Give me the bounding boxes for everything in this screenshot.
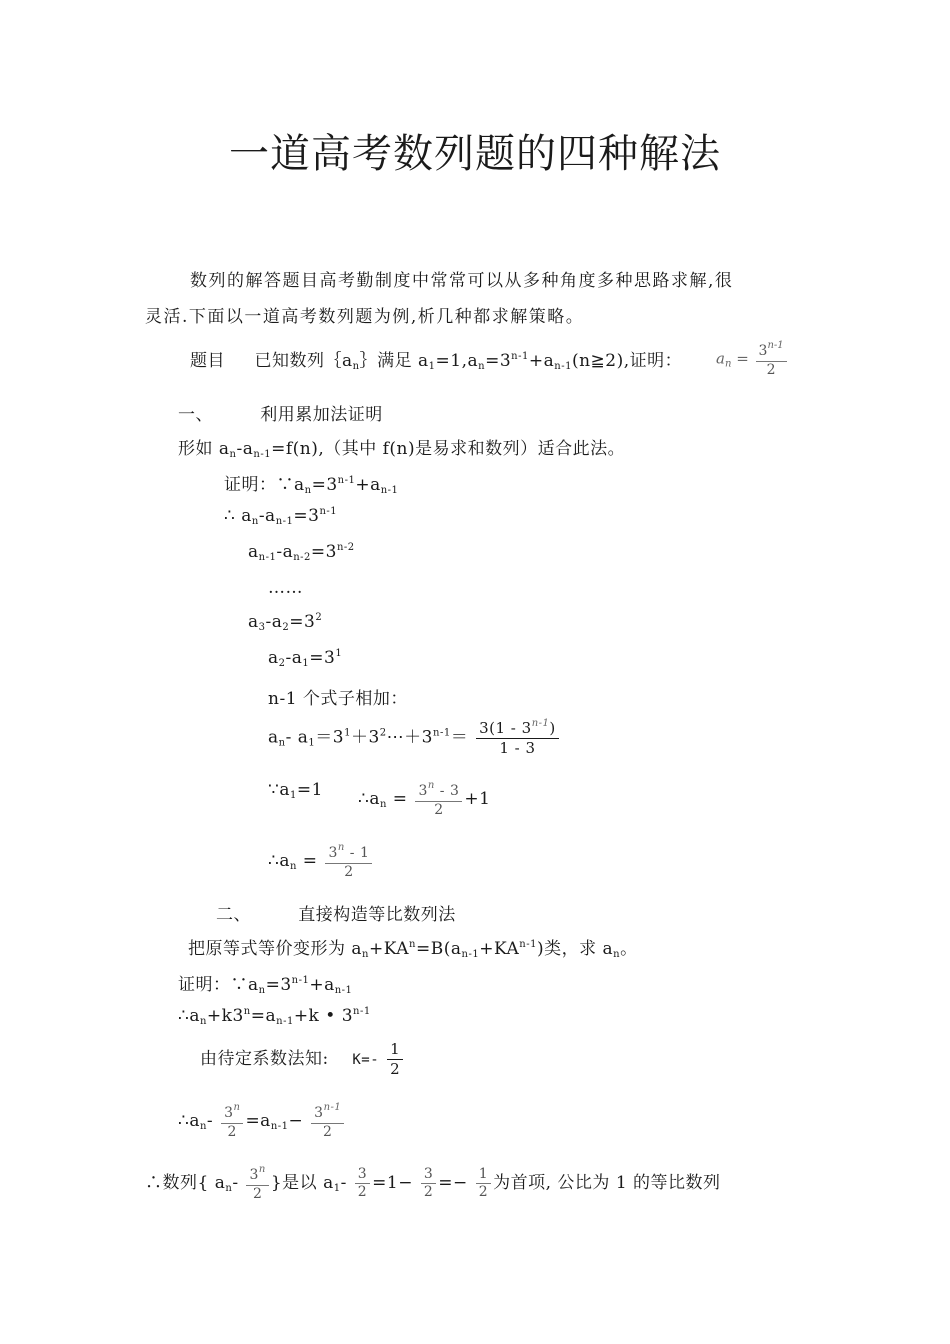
text-fragment: - (232, 1173, 239, 1193)
text-fragment: =3 (265, 975, 292, 995)
superscript: n-1 (519, 939, 537, 950)
text-fragment: ＝3 (315, 727, 345, 748)
superscript: n-1 (767, 340, 784, 351)
text-fragment: 直接构造等比数列法 (298, 905, 456, 925)
text-fragment: 2 (423, 1184, 434, 1200)
superscript: n-2 (336, 542, 355, 553)
text-fragment: 3 (224, 1105, 234, 1121)
section-1-step-2 (248, 542, 355, 563)
text-fragment: =3 (310, 542, 337, 562)
section-2-coefficient (200, 1040, 405, 1079)
text-fragment: a (716, 349, 725, 368)
text-fragment: 形如 a (178, 439, 230, 459)
text-fragment: =3 (485, 351, 512, 371)
text-fragment: 3(1 - 3 (479, 719, 532, 737)
page-title: 一道高考数列题的四种解法 (229, 131, 721, 177)
text-fragment: - a (285, 727, 309, 748)
subscript: 1 (308, 737, 316, 749)
subscript: n (229, 449, 237, 460)
text-fragment: ∴数列{ a (145, 1173, 226, 1193)
text-fragment: -a (236, 439, 254, 459)
superscript: n-1 (291, 975, 310, 986)
text-fragment: a (248, 542, 259, 562)
subscript: n (304, 485, 312, 496)
text-fragment: - 3 (434, 783, 460, 799)
superscript: n-1 (337, 475, 356, 486)
subscript: n-1 (258, 552, 277, 563)
section-2-heading (216, 900, 456, 925)
text-fragment (221, 1102, 243, 1124)
text-fragment: - (340, 1173, 347, 1193)
section-2-description (188, 934, 638, 960)
text-fragment: = (736, 349, 749, 368)
section-1-heading (178, 400, 383, 425)
text-fragment: =a (245, 1111, 271, 1131)
subscript: n (724, 358, 732, 370)
section-1-step-3 (248, 612, 322, 633)
subscript: n-1 (275, 516, 294, 527)
text-fragment: ⋯＋3 (386, 727, 433, 748)
problem-target-formula (716, 340, 789, 379)
section-1-sum-text: n-1 个式子相加： (268, 689, 408, 709)
fraction (246, 1164, 268, 1203)
superscript: n-1 (323, 1102, 342, 1113)
text-fragment: =f(n),（其中 f(n)是易求和数列）适合此法。 (271, 439, 626, 459)
text-fragment (325, 842, 372, 864)
subscript: n-1 (276, 1016, 294, 1027)
text-fragment: -a (265, 612, 283, 632)
text-fragment: )类，求 a (536, 939, 614, 959)
text-fragment: =3 (311, 475, 338, 495)
superscript: n (233, 1102, 241, 1113)
text-fragment (476, 718, 559, 739)
text-fragment: 证明：∵a (224, 475, 305, 495)
text-fragment: - (206, 1111, 214, 1131)
section-2-relation (178, 1102, 346, 1141)
section-2-transform (178, 1006, 371, 1027)
subscript: n (199, 1121, 207, 1132)
text-fragment: +KA (479, 939, 520, 959)
subscript: n-1 (380, 485, 399, 496)
fraction (221, 1102, 243, 1141)
subscript: n (379, 799, 387, 810)
text-fragment: K=- (352, 1051, 380, 1068)
text-fragment: +a (355, 475, 381, 495)
fraction (325, 842, 372, 881)
text-fragment: = (296, 851, 318, 871)
subscript: n (251, 516, 259, 527)
text-fragment: 2 (252, 1185, 263, 1202)
subscript: n (362, 949, 369, 960)
text-fragment: (n≧2),证明： (571, 351, 683, 371)
subscript: n (613, 949, 621, 960)
subscript: n (278, 737, 286, 749)
text-fragment: =3 (309, 648, 336, 668)
text-fragment: +KA (369, 939, 410, 959)
text-fragment: 3 (758, 343, 768, 359)
text-fragment: 2 (344, 863, 354, 880)
section-1-final-result (268, 842, 374, 881)
section-2-proof-given (178, 970, 352, 996)
text-fragment: - 1 (344, 845, 370, 861)
text-fragment: 2 (478, 1184, 489, 1200)
superscript: 1 (344, 727, 351, 739)
problem-label: 题目 (190, 351, 225, 371)
text-fragment: 利用累加法证明 (260, 405, 383, 425)
superscript: n (243, 1006, 251, 1017)
text-fragment: 2 (323, 1123, 333, 1140)
text-fragment: 2 (434, 801, 444, 818)
section-1-ellipsis: …… (268, 578, 303, 598)
text-fragment: =B(a (416, 939, 462, 959)
section-1-intermediate-result (358, 780, 490, 819)
text-fragment: =3 (293, 506, 320, 526)
intro-line-2: 灵活.下面以一道高考数列题为例,析几种都求解策略。 (145, 307, 585, 327)
text-fragment: -a (258, 506, 276, 526)
text-fragment: 1 (387, 1040, 403, 1060)
text-fragment: 为首项, 公比为 1 的等比数列 (493, 1173, 721, 1193)
text-fragment: ∴a (178, 1006, 200, 1026)
text-fragment: 2 (766, 361, 776, 378)
text-fragment: 2 (390, 1059, 401, 1078)
subscript: n-1 (334, 985, 353, 996)
text-fragment (246, 1164, 268, 1186)
subscript: n-1 (554, 361, 572, 372)
text-fragment: a (268, 727, 279, 748)
subscript: 2 (282, 622, 290, 633)
section-1-step-4 (268, 648, 342, 669)
subscript: 1 (333, 1183, 341, 1194)
text-fragment: +k • 3 (293, 1006, 354, 1026)
subscript: n (352, 361, 360, 372)
text-fragment: ) (549, 719, 556, 737)
text-fragment: ＋3 (350, 727, 380, 748)
text-fragment: 把原等式等价变形为 a (188, 939, 363, 959)
text-fragment: +a (309, 975, 335, 995)
text-fragment: 已知数列｛a (254, 351, 353, 371)
text-fragment: =3 (289, 612, 316, 632)
superscript: 1 (335, 648, 343, 659)
text-fragment: ∵a (268, 780, 290, 800)
text-fragment: +a (528, 351, 555, 371)
subscript: n (289, 861, 297, 872)
subscript: 1 (302, 658, 310, 669)
text-fragment: ∴a (358, 789, 380, 809)
text-fragment: 。 (620, 939, 638, 959)
text-fragment: 2 (227, 1123, 237, 1140)
text-fragment: }是以 a (270, 1173, 334, 1193)
text-fragment: ∴a (178, 1111, 200, 1131)
subscript: n (478, 361, 486, 372)
text-fragment: =a (250, 1006, 277, 1026)
text-fragment: =1− (372, 1173, 413, 1193)
text-fragment: ｝满足 a (359, 351, 429, 371)
text-fragment: ∴ a (224, 506, 252, 526)
section-1-sum-formula (268, 718, 561, 758)
subscript: 1 (428, 361, 436, 372)
text-fragment: 2 (357, 1184, 368, 1200)
text-fragment: =1,a (435, 351, 479, 371)
text-fragment: 1 (476, 1166, 491, 1185)
text-fragment: 3 (418, 783, 428, 799)
text-fragment: 3 (328, 845, 338, 861)
subscript: n-1 (253, 449, 272, 460)
subscript: n-1 (461, 949, 480, 960)
subscript: n (225, 1183, 233, 1194)
fraction (355, 1166, 370, 1202)
text-fragment: -a (276, 542, 294, 562)
text-fragment: ＝ (450, 727, 469, 748)
text-fragment: 3 (355, 1166, 370, 1185)
section-1-description (178, 434, 625, 460)
text-fragment: 3 (249, 1167, 259, 1183)
subscript: 2 (278, 658, 286, 669)
text-fragment: +1 (464, 789, 491, 809)
fraction (476, 1166, 491, 1202)
superscript: n-1 (531, 718, 550, 729)
superscript: n (427, 780, 435, 791)
superscript: n-1 (433, 727, 451, 739)
text-fragment: 二、 (216, 905, 251, 925)
text-fragment: 3 (421, 1166, 436, 1185)
fraction (476, 718, 559, 758)
text-fragment: 证明：∵a (178, 975, 259, 995)
section-1-step-1 (224, 506, 337, 527)
subscript: 3 (258, 622, 266, 633)
section-1-given-a1 (268, 780, 323, 801)
text-fragment: =1 (296, 780, 323, 800)
text-fragment: a (268, 648, 279, 668)
superscript: n-1 (511, 351, 529, 362)
text-fragment: 1 - 3 (499, 738, 536, 757)
text-fragment: 一、 (178, 405, 213, 425)
problem-statement (190, 346, 682, 372)
text-fragment: − (288, 1111, 304, 1131)
superscript: n (337, 842, 345, 853)
text-fragment: a (248, 612, 259, 632)
fraction (415, 780, 462, 819)
superscript: 2 (379, 727, 387, 739)
subscript: 1 (289, 790, 297, 801)
text-fragment (756, 340, 787, 362)
subscript: n-1 (270, 1121, 289, 1132)
fraction (756, 340, 787, 379)
fraction (311, 1102, 344, 1141)
subscript: n (199, 1016, 207, 1027)
text-fragment: = (386, 789, 408, 809)
text-fragment: 3 (314, 1105, 324, 1121)
fraction (421, 1166, 436, 1202)
text-fragment: 由待定系数法知: (200, 1048, 329, 1069)
text-fragment (415, 780, 462, 802)
text-fragment: +k3 (206, 1006, 244, 1026)
superscript: 2 (315, 612, 323, 623)
text-fragment: =− (438, 1173, 468, 1193)
subscript: n (258, 985, 266, 996)
superscript: n-1 (319, 506, 338, 517)
section-2-conclusion (145, 1164, 721, 1203)
intro-line-1: 数列的解答题目高考勤制度中常常可以从多种角度多种思路求解,很 (190, 271, 734, 291)
fraction (387, 1040, 403, 1079)
superscript: n (409, 939, 416, 950)
subscript: n-2 (293, 552, 311, 563)
superscript: n-1 (353, 1006, 371, 1017)
section-1-proof-given (224, 470, 398, 496)
superscript: n (258, 1164, 266, 1175)
text-fragment: ∴a (268, 851, 290, 871)
text-fragment (311, 1102, 344, 1124)
text-fragment: -a (285, 648, 303, 668)
